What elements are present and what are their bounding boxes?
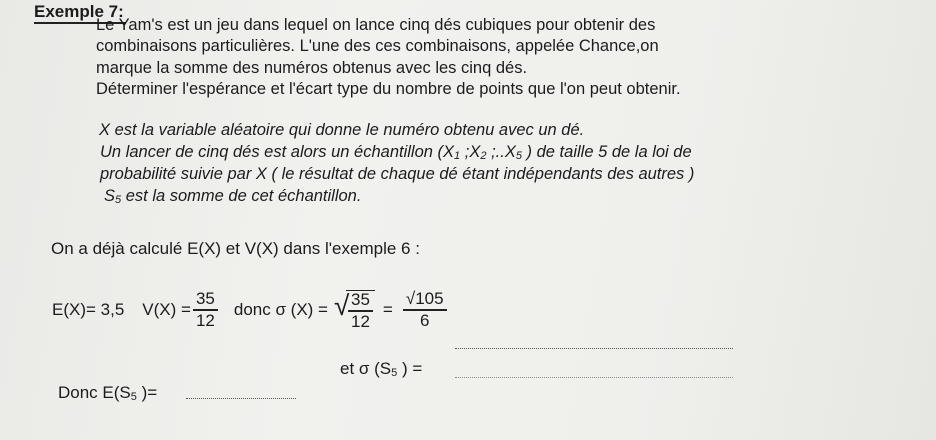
variance-label: V(X) = <box>142 300 191 319</box>
variance-denominator: 12 <box>195 311 215 330</box>
expectation-value: E(X)= 3,5 <box>52 300 125 319</box>
variance-numerator: 35 <box>193 290 218 311</box>
sigma-answer-line <box>455 377 733 378</box>
example-heading: Exemple 7: <box>34 2 124 21</box>
intro-line-1: Le Yam's est un jeu dans lequel on lance cinq dés cubiques pour obtenir des <box>96 16 656 34</box>
answer-dotted-line-top <box>455 348 733 349</box>
result-denominator: 6 <box>419 311 430 330</box>
intro-line-2: combinaisons particulières. L'une des ces combinaisons, appelée Chance,on <box>96 37 659 55</box>
sqrt-expression: √ $\frac{35}{12}$ <box>334 290 375 331</box>
sqrt-numerator: 35 <box>348 291 373 312</box>
expectation-answer-line <box>186 398 296 399</box>
already-computed-line: On a déjà calculé E(X) et V(X) dans l'exemple 6 : <box>51 239 420 258</box>
result-fraction <box>403 290 447 330</box>
probability-line: probabilité suivie par X ( le résultat de chaque dé étant indépendants des autres ) <box>100 165 695 183</box>
sigma-sum-label: et σ (S5 ) = <box>340 359 423 379</box>
equals-sign: = <box>382 300 393 319</box>
sqrt-fraction <box>348 291 373 331</box>
sum-line-text: est la somme de cet échantillon. <box>125 187 362 205</box>
sample-line-start: Un lancer de cinq dés est alors un échantillon (X <box>100 143 455 161</box>
intro-line-4: Déterminer l'espérance et l'écart type du nombre de points que l'on peut obtenir. <box>96 80 681 98</box>
variable-definition-line: X est la variable aléatoire qui donne le numéro obtenu avec un dé. <box>99 121 585 139</box>
formula-row <box>52 280 449 340</box>
intro-line-3: marque la somme des numéros obtenus avec les cinq dés. <box>96 59 528 77</box>
sum-line: S5 est la somme de cet échantillon. <box>104 187 362 206</box>
sample-line-end: de taille 5 de la loi de <box>536 143 692 161</box>
sqrt-denominator: 12 <box>351 311 370 331</box>
variance-fraction <box>193 290 218 330</box>
result-numerator: √105 <box>403 290 447 311</box>
sample-line: Un lancer de cinq dés est alors un échantillon (X1 ;X2 ;..X5 ) de taille 5 de la loi de <box>100 143 692 162</box>
expectation-sum-label: Donc E(S5 )= <box>58 383 158 403</box>
sigma-label: donc σ (X) = <box>233 300 328 319</box>
